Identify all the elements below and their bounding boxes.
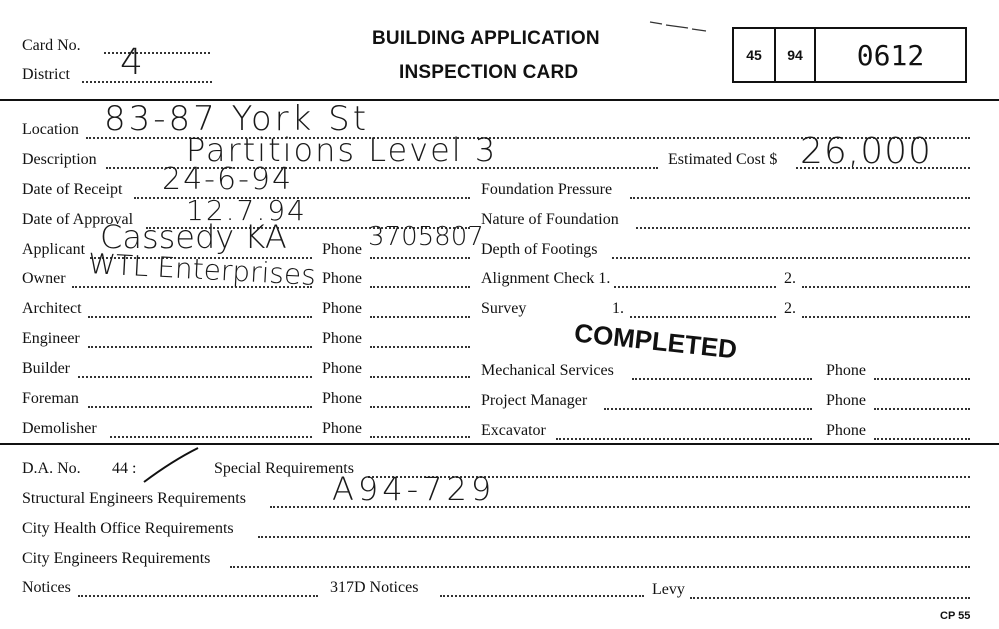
date-approval-label: Date of Approval — [22, 211, 134, 228]
card-number-box — [732, 27, 967, 83]
architect-phone-line — [370, 316, 470, 318]
demolisher-phone-label: Phone — [322, 420, 362, 437]
excavator-label: Excavator — [481, 422, 546, 439]
date-approval-value: 12.7.94 — [186, 194, 307, 227]
demolisher-label: Demolisher — [22, 420, 97, 437]
date-receipt-value: 24-6-94 — [162, 162, 294, 197]
builder-phone-label: Phone — [322, 360, 362, 377]
applicant-value: Cassedy KA — [100, 218, 287, 256]
foundation-pressure-line — [630, 197, 970, 199]
engineer-phone-label: Phone — [322, 330, 362, 347]
depth-footings-line — [612, 257, 970, 259]
pen-mark — [648, 16, 710, 36]
title-line1: BUILDING APPLICATION — [372, 28, 600, 49]
foundation-pressure-label: Foundation Pressure — [481, 181, 613, 198]
architect-phone-label: Phone — [322, 300, 362, 317]
owner-phone-line — [370, 286, 470, 288]
owner-label: Owner — [22, 270, 66, 287]
district-label: District — [22, 66, 70, 83]
estimated-cost-label: Estimated Cost $ — [668, 151, 778, 168]
depth-footings-label: Depth of Footings — [481, 241, 598, 258]
city-engineers-line — [230, 566, 970, 568]
da-no-label: D.A. No. — [22, 460, 81, 477]
survey-1-label: 1. — [612, 300, 624, 317]
levy-line — [690, 597, 970, 599]
foreman-label: Foreman — [22, 390, 79, 407]
mechanical-phone-line — [874, 378, 970, 380]
engineer-label: Engineer — [22, 330, 80, 347]
health-office-line — [258, 536, 970, 538]
district-value: 4 — [120, 42, 143, 83]
date-receipt-label: Date of Receipt — [22, 181, 123, 198]
survey-2-line — [802, 316, 970, 318]
architect-line — [88, 316, 312, 318]
district-line — [82, 81, 212, 83]
mechanical-phone-label: Phone — [826, 362, 866, 379]
alignment-check-label: Alignment Check 1. — [481, 270, 611, 287]
box-cell-2: 94 — [776, 29, 816, 81]
alignment-check-1-line — [614, 286, 776, 288]
completed-stamp: COMPLETED — [572, 317, 739, 365]
structural-requirements-label: Structural Engineers Requirements — [22, 490, 246, 507]
excavator-line — [556, 438, 812, 440]
project-manager-line — [604, 408, 812, 410]
notices-line — [78, 595, 318, 597]
notices-317d-line — [440, 595, 644, 597]
form-code: CP 55 — [940, 610, 971, 622]
demolisher-phone-line — [370, 436, 470, 438]
builder-phone-line — [370, 376, 470, 378]
notices-label: Notices — [22, 579, 71, 596]
builder-label: Builder — [22, 360, 70, 377]
excavator-phone-label: Phone — [826, 422, 866, 439]
applicant-phone-label: Phone — [322, 241, 362, 258]
city-engineers-label: City Engineers Requirements — [22, 550, 211, 567]
engineer-line — [88, 346, 312, 348]
builder-line — [78, 376, 312, 378]
excavator-phone-line — [874, 438, 970, 440]
survey-2-label: 2. — [784, 300, 796, 317]
health-office-label: City Health Office Requirements — [22, 520, 234, 537]
mechanical-services-line — [632, 378, 812, 380]
special-requirements-label: Special Requirements — [214, 460, 354, 477]
nature-foundation-label: Nature of Foundation — [481, 211, 619, 228]
project-manager-phone-line — [874, 408, 970, 410]
location-label: Location — [22, 121, 79, 138]
project-manager-phone-label: Phone — [826, 392, 866, 409]
foreman-phone-label: Phone — [322, 390, 362, 407]
foreman-line — [88, 406, 312, 408]
applicant-phone-value: 3705807 — [368, 222, 484, 252]
architect-label: Architect — [22, 300, 82, 317]
structural-requirements-value: A94-729 — [332, 470, 496, 508]
alignment-check-2-label: 2. — [784, 270, 796, 287]
title-line2: INSPECTION CARD — [399, 62, 579, 83]
engineer-phone-line — [370, 346, 470, 348]
da-no-value: 44 : — [112, 460, 137, 477]
notices-317d-label: 317D Notices — [330, 579, 419, 596]
da-no-slash-mark — [140, 444, 202, 486]
applicant-phone-line — [370, 257, 470, 259]
nature-foundation-line — [636, 227, 970, 229]
box-cell-1: 45 — [734, 29, 776, 81]
project-manager-label: Project Manager — [481, 392, 588, 409]
survey-label: Survey — [481, 300, 527, 317]
estimated-cost-value: 26,000 — [800, 131, 932, 172]
levy-label: Levy — [652, 581, 685, 598]
owner-value: WTL Enterprises — [87, 247, 317, 292]
applicant-label: Applicant — [22, 241, 86, 258]
demolisher-line — [110, 436, 312, 438]
owner-phone-label: Phone — [322, 270, 362, 287]
box-number: 0612 — [856, 38, 925, 72]
mechanical-services-label: Mechanical Services — [481, 362, 614, 379]
location-value: 83-87 York St — [104, 99, 370, 139]
description-label: Description — [22, 151, 97, 168]
foreman-phone-line — [370, 406, 470, 408]
survey-1-line — [630, 316, 776, 318]
alignment-check-2-line — [802, 286, 970, 288]
description-value: Partitions Level 3 — [186, 131, 498, 169]
card-no-label: Card No. — [22, 37, 81, 54]
